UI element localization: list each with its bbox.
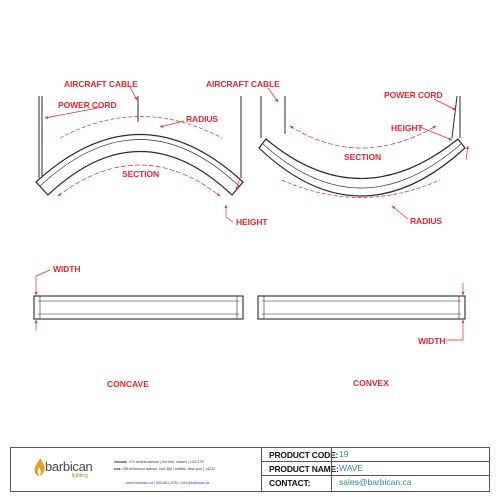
product-code-value: 19: [331, 448, 348, 461]
logo-cell: [11, 448, 261, 491]
product-name-value: WAVE: [331, 462, 363, 475]
leader-height-left-c: [226, 217, 233, 222]
usa-address-line: [114, 467, 215, 471]
leader-height-right-a: [420, 127, 452, 140]
convex-fixture-inner-line: [263, 144, 461, 188]
convex-drawing: [206, 79, 468, 226]
convex-fixture-body: [259, 139, 465, 196]
product-code-key: PRODUCT CODE:: [269, 450, 339, 460]
leader-radius-left: [160, 121, 184, 127]
contact-row: [262, 476, 490, 491]
logo-wordmark: barbican: [45, 459, 93, 474]
product-code-row: [262, 448, 490, 462]
label-width-right: WIDTH: [418, 336, 446, 346]
leader-aircraft-cable-right: [268, 88, 278, 102]
label-height-left: HEIGHT: [236, 217, 268, 227]
logo-subtitle: lighting: [72, 473, 88, 479]
concave-drawing: [36, 79, 268, 227]
width-dim-left-leader: [36, 270, 50, 276]
concave-side-view: [34, 264, 243, 331]
caption-concave: CONCAVE: [107, 379, 149, 389]
label-section-left: SECTION: [122, 169, 160, 179]
label-radius-left: RADIUS: [186, 114, 218, 124]
leader-height-right-b: [466, 146, 468, 160]
label-section-right: SECTION: [344, 152, 382, 162]
canada-address-line: [114, 460, 204, 464]
label-radius-right: RADIUS: [410, 216, 442, 226]
web-contact-line[interactable]: www.barbican.ca | 800-661-5781 | info@barbican.ca: [126, 481, 210, 485]
label-aircraft-cable-right: AIRCRAFT CABLE: [206, 79, 280, 89]
caption-convex: CONVEX: [353, 378, 389, 388]
label-power-cord-right: POWER CORD: [384, 90, 443, 100]
convex-side-body: [258, 296, 465, 319]
concave-side-body: [34, 296, 243, 319]
contact-key: CONTACT:: [269, 478, 311, 488]
label-height-right: HEIGHT: [391, 123, 423, 133]
contact-email-link[interactable]: sales@barbican.ca: [331, 476, 411, 491]
usa-address: 298 ellmwood avenue, unit 388 | buffalo, new york | 14222: [122, 467, 216, 471]
concave-fixture-inner-line: [40, 140, 239, 187]
product-name-key: PRODUCT NAME:: [269, 464, 339, 474]
label-aircraft-cable-left: AIRCRAFT CABLE: [64, 79, 138, 89]
canada-label: canada:: [114, 460, 128, 464]
canada-address: 479 central avenue | fort erie, ontario | L2A 3T8: [128, 460, 204, 464]
convex-side-view: [258, 283, 465, 346]
leader-radius-right: [392, 206, 408, 219]
leader-power-cord-right: [434, 99, 456, 110]
usa-label: usa:: [114, 467, 122, 471]
product-name-row: [262, 462, 490, 476]
title-block: [10, 447, 490, 492]
product-info-table: [261, 448, 489, 491]
label-power-cord-left: POWER CORD: [58, 100, 117, 110]
power-cord-right: [452, 96, 457, 138]
label-width-left: WIDTH: [53, 264, 81, 274]
